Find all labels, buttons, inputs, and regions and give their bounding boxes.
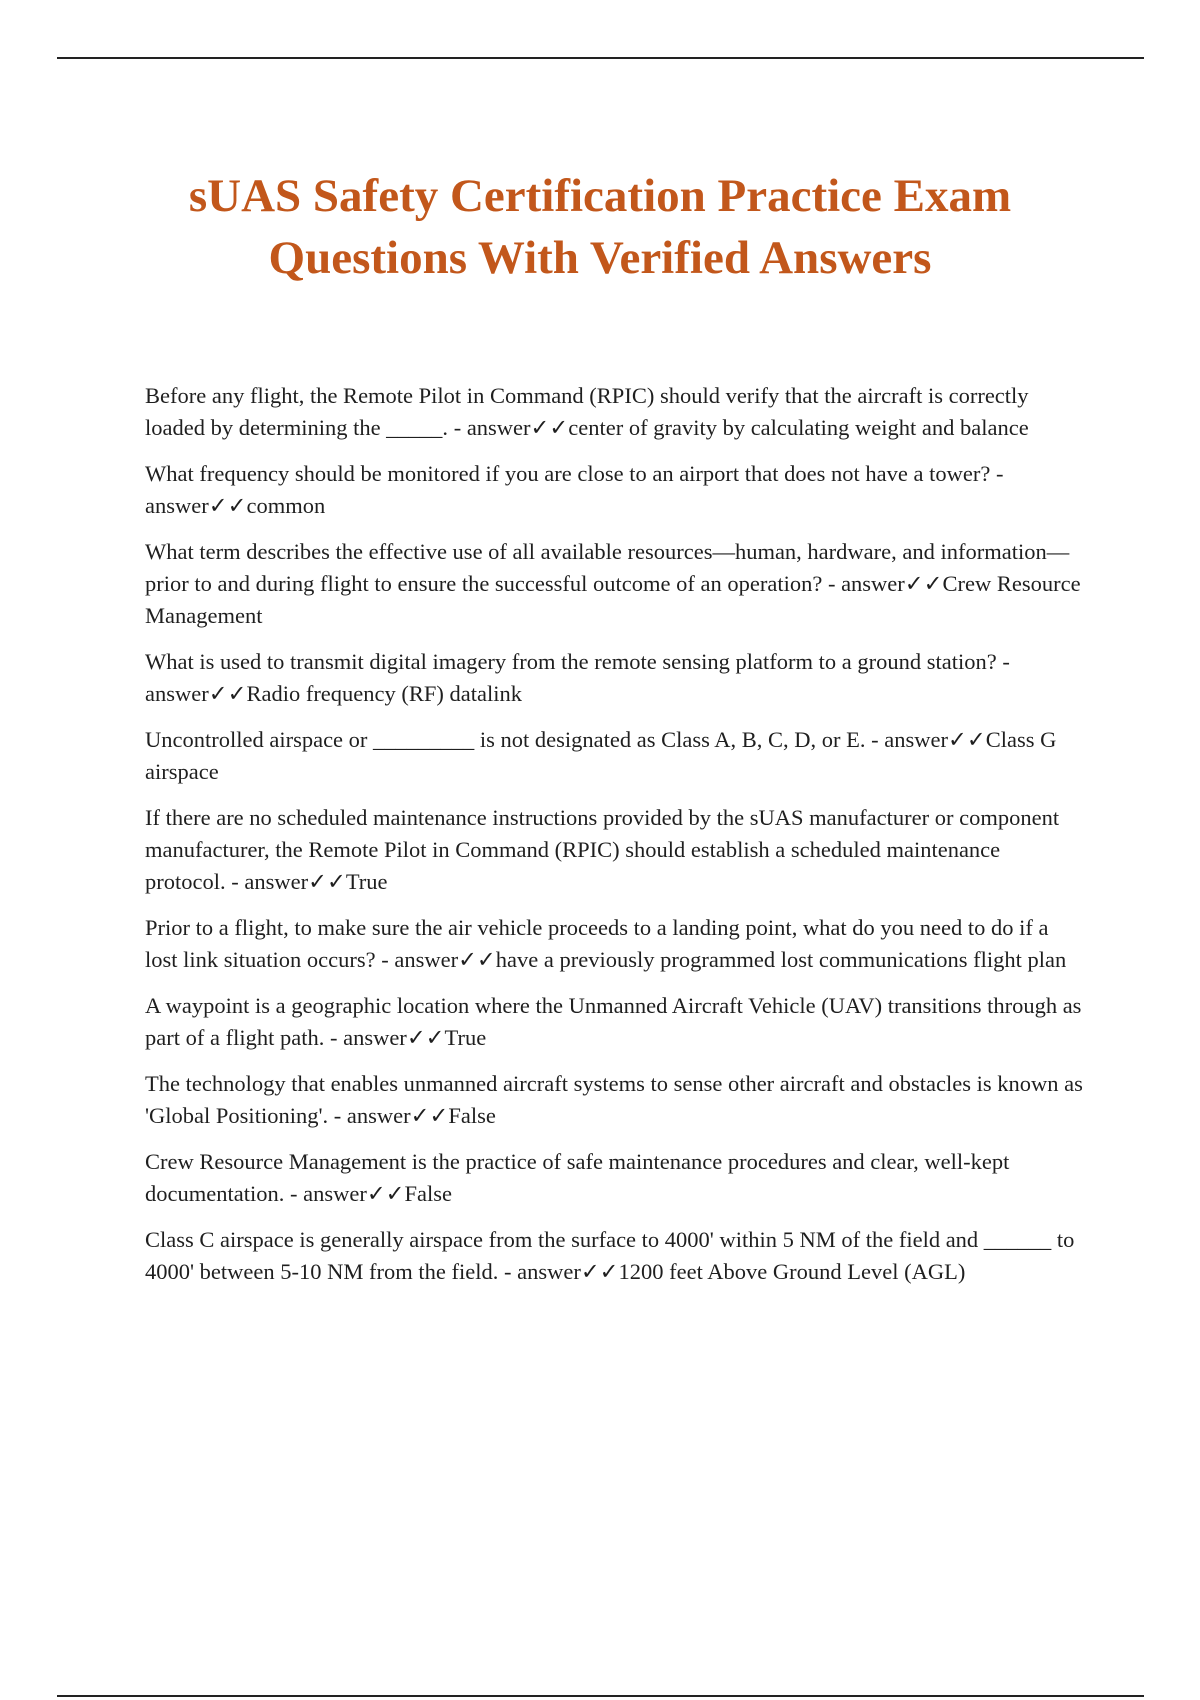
answer-label: answer <box>303 1181 367 1206</box>
checkmark-icon: ✓✓ <box>904 571 943 596</box>
separator: - <box>375 947 395 972</box>
answer-text: center of gravity by calculating weight and balance <box>568 415 1029 440</box>
answer-text: True <box>444 1025 487 1050</box>
answer-text: Class G airspace <box>145 727 1057 784</box>
qa-entry <box>145 458 1085 522</box>
separator: - <box>996 649 1010 674</box>
separator: - <box>498 1259 518 1284</box>
top-rule <box>57 57 1144 59</box>
answer-text: False <box>404 1181 453 1206</box>
question-text: Before any flight, the Remote Pilot in Command (RPIC) should verify that the aircraft is correctly loaded by determining the _____. <box>145 383 1029 440</box>
checkmark-icon: ✓✓ <box>366 1181 405 1206</box>
checkmark-icon: ✓✓ <box>308 869 346 894</box>
answer-label: answer <box>517 1259 581 1284</box>
question-text: Uncontrolled airspace or _________ is not designated as Class A, B, C, D, or E. <box>145 727 866 752</box>
answer-text: False <box>448 1103 496 1128</box>
answer-text: have a previously programmed lost communications flight plan <box>495 947 1067 972</box>
separator: - <box>448 415 467 440</box>
separator: - <box>822 571 842 596</box>
question-text: What frequency should be monitored if you are close to an airport that does not have a tower? <box>145 461 991 486</box>
qa-entry <box>145 912 1085 976</box>
answer-label: answer <box>466 415 531 440</box>
answer-label: answer <box>343 1025 407 1050</box>
question-text: The technology that enables unmanned aircraft systems to sense other aircraft and obstacles is known as 'Global Positioning'. <box>145 1071 1083 1128</box>
checkmark-icon: ✓✓ <box>458 947 496 972</box>
checkmark-icon: ✓✓ <box>410 1103 449 1128</box>
checkmark-icon: ✓✓ <box>580 1259 619 1284</box>
answer-label: answer <box>394 947 459 972</box>
title-line-2: Questions With Verified Answers <box>268 232 932 284</box>
checkmark-icon: ✓✓ <box>530 415 569 440</box>
answer-label: answer <box>145 493 209 518</box>
qa-entry <box>145 1146 1085 1210</box>
answer-label: answer <box>841 571 905 596</box>
checkmark-icon: ✓✓ <box>406 1025 445 1050</box>
qa-entry <box>145 1068 1085 1132</box>
separator: - <box>865 727 885 752</box>
separator: - <box>990 461 1004 486</box>
question-text: Class C airspace is generally airspace from the surface to 4000' within 5 NM of the field and ______ to 4000' between 5-10 NM from the field. <box>145 1227 1075 1284</box>
separator: - <box>324 1025 344 1050</box>
separator: - <box>284 1181 304 1206</box>
separator: - <box>225 869 245 894</box>
question-text: Crew Resource Management is the practice of safe maintenance procedures and clear, well-kept documentation. <box>145 1149 1010 1206</box>
question-text: If there are no scheduled maintenance instructions provided by the sUAS manufacturer or component manufacturer, the Remote Pilot in Command (RPIC) should establish a scheduled maintenance protocol. <box>145 805 1060 894</box>
qa-entry <box>145 1224 1085 1288</box>
qa-entry <box>145 990 1085 1054</box>
qa-entry <box>145 536 1085 632</box>
answer-text: common <box>246 493 326 518</box>
document-title <box>60 165 1140 289</box>
separator: - <box>328 1103 347 1128</box>
qa-entry <box>145 724 1085 788</box>
checkmark-icon: ✓✓ <box>208 493 247 518</box>
bottom-rule <box>57 1695 1144 1697</box>
question-text: What term describes the effective use of all available resources—human, hardware, and information—prior to and during flight to ensure the successful outcome of an operation? <box>145 539 1070 596</box>
checkmark-icon: ✓✓ <box>208 681 247 706</box>
answer-text: True <box>345 869 388 894</box>
answer-label: answer <box>145 681 209 706</box>
answer-label: answer <box>346 1103 411 1128</box>
question-text: What is used to transmit digital imagery from the remote sensing platform to a ground station? <box>145 649 997 674</box>
answer-label: answer <box>884 727 949 752</box>
checkmark-icon: ✓✓ <box>948 727 986 752</box>
question-text: A waypoint is a geographic location where the Unmanned Aircraft Vehicle (UAV) transitions through as part of a flight path. <box>145 993 1082 1050</box>
qa-entry <box>145 802 1085 898</box>
answer-text: Crew Resource Management <box>145 571 1081 628</box>
title-line-1: sUAS Safety Certification Practice Exam <box>188 170 1012 222</box>
answer-text: Radio frequency (RF) datalink <box>246 681 523 706</box>
qa-entry <box>145 380 1085 444</box>
qa-entry <box>145 646 1085 710</box>
question-text: Prior to a flight, to make sure the air vehicle proceeds to a landing point, what do you need to do if a lost link situation occurs? <box>145 915 1049 972</box>
answer-label: answer <box>244 869 309 894</box>
qa-list <box>145 380 1085 1302</box>
answer-text: 1200 feet Above Ground Level (AGL) <box>618 1259 966 1284</box>
